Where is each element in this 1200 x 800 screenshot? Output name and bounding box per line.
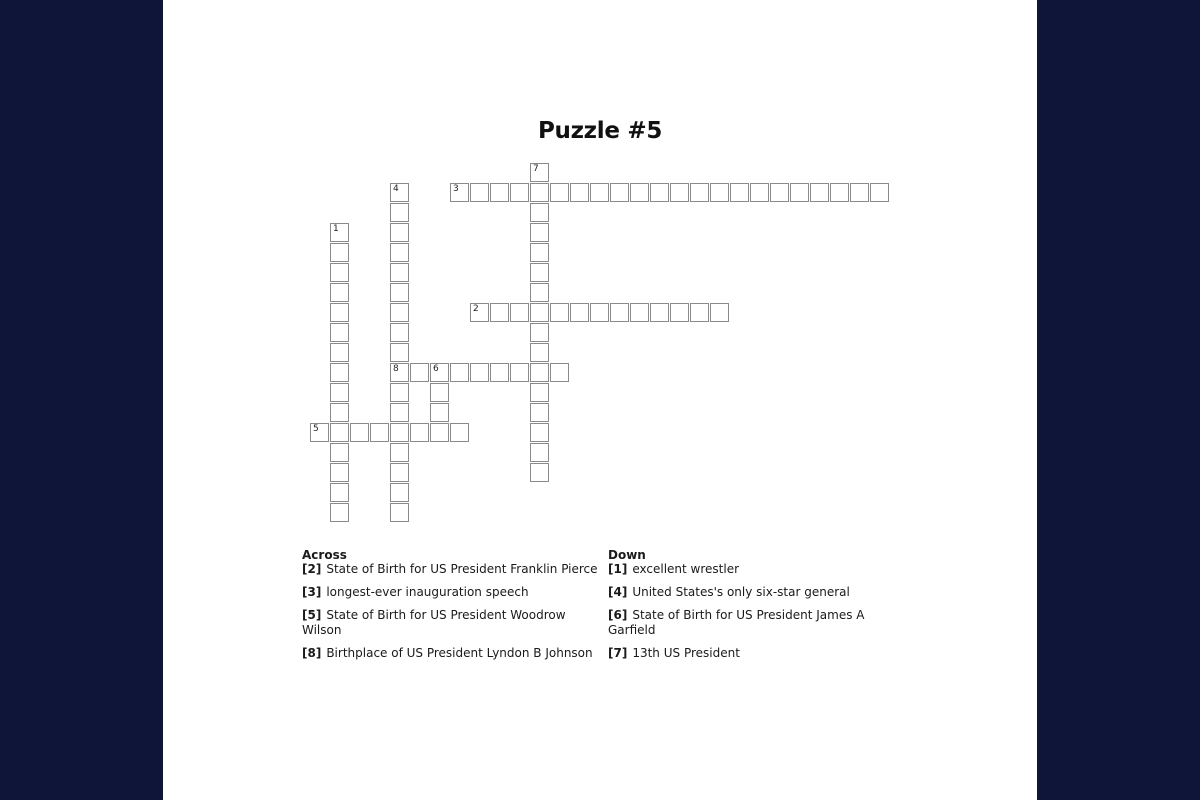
crossword-cell[interactable] — [530, 323, 549, 342]
crossword-cell[interactable] — [390, 303, 409, 322]
crossword-cell[interactable] — [530, 443, 549, 462]
page-title: Puzzle #5 — [537, 118, 663, 144]
crossword-cell[interactable] — [530, 303, 549, 322]
crossword-cell[interactable] — [530, 263, 549, 282]
clue-number: [5] — [302, 608, 322, 622]
crossword-cell[interactable] — [330, 263, 349, 282]
crossword-cell[interactable] — [750, 183, 769, 202]
crossword-cell[interactable] — [390, 483, 409, 502]
cell-number: 3 — [453, 184, 459, 194]
crossword-cell[interactable] — [530, 163, 549, 182]
clue-text: Birthplace of US President Lyndon B Johnson — [326, 646, 593, 660]
clue-text: United States's only six-star general — [632, 585, 850, 599]
crossword-cell[interactable] — [390, 503, 409, 522]
crossword-cell[interactable] — [530, 403, 549, 422]
crossword-cell[interactable] — [510, 183, 529, 202]
crossword-cell[interactable] — [330, 463, 349, 482]
crossword-cell[interactable] — [390, 283, 409, 302]
clue-number: [4] — [608, 585, 628, 599]
crossword-cell[interactable] — [410, 423, 429, 442]
crossword-cell[interactable] — [550, 303, 569, 322]
crossword-cell[interactable] — [390, 463, 409, 482]
cell-number: 8 — [393, 364, 399, 374]
clue-number: [2] — [302, 562, 322, 576]
crossword-cell[interactable] — [730, 183, 749, 202]
crossword-cell[interactable] — [850, 183, 869, 202]
crossword-cell[interactable] — [390, 223, 409, 242]
crossword-cell[interactable] — [630, 303, 649, 322]
across-clue[interactable] — [302, 646, 602, 661]
crossword-grid — [163, 0, 1037, 800]
crossword-cell[interactable] — [530, 243, 549, 262]
cell-number: 7 — [533, 164, 539, 174]
crossword-cell[interactable] — [330, 283, 349, 302]
crossword-cell[interactable] — [690, 303, 709, 322]
puzzle-page — [163, 0, 1037, 800]
crossword-cell[interactable] — [330, 223, 349, 242]
crossword-cell[interactable] — [530, 203, 549, 222]
crossword-cell[interactable] — [390, 203, 409, 222]
clue-number: [1] — [608, 562, 628, 576]
crossword-cell[interactable] — [690, 183, 709, 202]
crossword-cell[interactable] — [390, 323, 409, 342]
cell-number: 2 — [473, 304, 479, 314]
crossword-cell[interactable] — [330, 423, 349, 442]
down-clue[interactable] — [608, 562, 908, 577]
crossword-cell[interactable] — [330, 303, 349, 322]
crossword-cell[interactable] — [830, 183, 849, 202]
crossword-cell[interactable] — [330, 383, 349, 402]
crossword-cell[interactable] — [610, 303, 629, 322]
clue-number: [6] — [608, 608, 628, 622]
crossword-cell[interactable] — [450, 423, 469, 442]
crossword-cell[interactable] — [390, 343, 409, 362]
across-heading: Across — [302, 548, 347, 562]
crossword-cell[interactable] — [330, 363, 349, 382]
down-clue[interactable] — [608, 608, 908, 638]
crossword-cell[interactable] — [530, 183, 549, 202]
crossword-cell[interactable] — [390, 403, 409, 422]
crossword-cell[interactable] — [390, 263, 409, 282]
crossword-cell[interactable] — [490, 363, 509, 382]
crossword-cell[interactable] — [330, 343, 349, 362]
crossword-cell[interactable] — [510, 303, 529, 322]
crossword-cell[interactable] — [390, 383, 409, 402]
crossword-cell[interactable] — [510, 363, 529, 382]
crossword-cell[interactable] — [330, 443, 349, 462]
crossword-cell[interactable] — [390, 243, 409, 262]
crossword-cell[interactable] — [590, 183, 609, 202]
down-heading: Down — [608, 548, 646, 562]
crossword-cell[interactable] — [650, 303, 669, 322]
crossword-cell[interactable] — [490, 303, 509, 322]
crossword-cell[interactable] — [430, 383, 449, 402]
cell-number: 4 — [393, 184, 399, 194]
crossword-cell[interactable] — [330, 503, 349, 522]
crossword-cell[interactable] — [710, 303, 729, 322]
crossword-cell[interactable] — [530, 463, 549, 482]
crossword-cell[interactable] — [610, 183, 629, 202]
down-clues — [608, 548, 908, 669]
across-clue[interactable] — [302, 562, 602, 577]
crossword-cell[interactable] — [530, 363, 549, 382]
crossword-cell[interactable] — [470, 303, 489, 322]
down-clue[interactable] — [608, 585, 908, 600]
crossword-cell[interactable] — [670, 303, 689, 322]
cell-number: 5 — [313, 424, 319, 434]
crossword-cell[interactable] — [390, 183, 409, 202]
crossword-cell[interactable] — [330, 323, 349, 342]
crossword-cell[interactable] — [550, 363, 569, 382]
crossword-cell[interactable] — [570, 303, 589, 322]
clue-text: State of Birth for US President Franklin Pierce — [326, 562, 598, 576]
crossword-cell[interactable] — [490, 183, 509, 202]
crossword-cell[interactable] — [430, 363, 449, 382]
across-clue[interactable] — [302, 608, 602, 638]
clue-text: excellent wrestler — [632, 562, 740, 576]
crossword-cell[interactable] — [570, 183, 589, 202]
crossword-cell[interactable] — [450, 183, 469, 202]
clue-number: [7] — [608, 646, 628, 660]
clue-text: 13th US President — [632, 646, 740, 660]
crossword-cell[interactable] — [470, 363, 489, 382]
crossword-cell[interactable] — [390, 443, 409, 462]
crossword-cell[interactable] — [710, 183, 729, 202]
crossword-cell[interactable] — [590, 303, 609, 322]
clue-text: longest-ever inauguration speech — [326, 585, 529, 599]
crossword-cell[interactable] — [430, 423, 449, 442]
clue-text: State of Birth for US President Woodrow Wilson — [302, 608, 566, 637]
crossword-cell[interactable] — [370, 423, 389, 442]
crossword-cell[interactable] — [530, 343, 549, 362]
clue-number: [8] — [302, 646, 322, 660]
crossword-cell[interactable] — [550, 183, 569, 202]
crossword-cell[interactable] — [530, 223, 549, 242]
crossword-cell[interactable] — [530, 383, 549, 402]
down-clue[interactable] — [608, 646, 908, 661]
clue-number: [3] — [302, 585, 322, 599]
crossword-cell[interactable] — [390, 423, 409, 442]
crossword-cell[interactable] — [310, 423, 329, 442]
crossword-cell[interactable] — [430, 403, 449, 422]
crossword-cell[interactable] — [530, 283, 549, 302]
crossword-cell[interactable] — [350, 423, 369, 442]
crossword-cell[interactable] — [650, 183, 669, 202]
crossword-cell[interactable] — [330, 243, 349, 262]
crossword-cell[interactable] — [330, 483, 349, 502]
crossword-cell[interactable] — [870, 183, 889, 202]
crossword-cell[interactable] — [470, 183, 489, 202]
crossword-cell[interactable] — [670, 183, 689, 202]
crossword-cell[interactable] — [390, 363, 409, 382]
crossword-cell[interactable] — [530, 423, 549, 442]
clue-text: State of Birth for US President James A Garfield — [608, 608, 865, 637]
cell-number: 6 — [433, 364, 439, 374]
across-clue[interactable] — [302, 585, 602, 600]
cell-number: 1 — [333, 224, 339, 234]
crossword-cell[interactable] — [630, 183, 649, 202]
crossword-cell[interactable] — [770, 183, 789, 202]
crossword-cell[interactable] — [810, 183, 829, 202]
crossword-cell[interactable] — [450, 363, 469, 382]
crossword-cell[interactable] — [330, 403, 349, 422]
crossword-cell[interactable] — [410, 363, 429, 382]
across-clues — [302, 548, 602, 669]
crossword-cell[interactable] — [790, 183, 809, 202]
